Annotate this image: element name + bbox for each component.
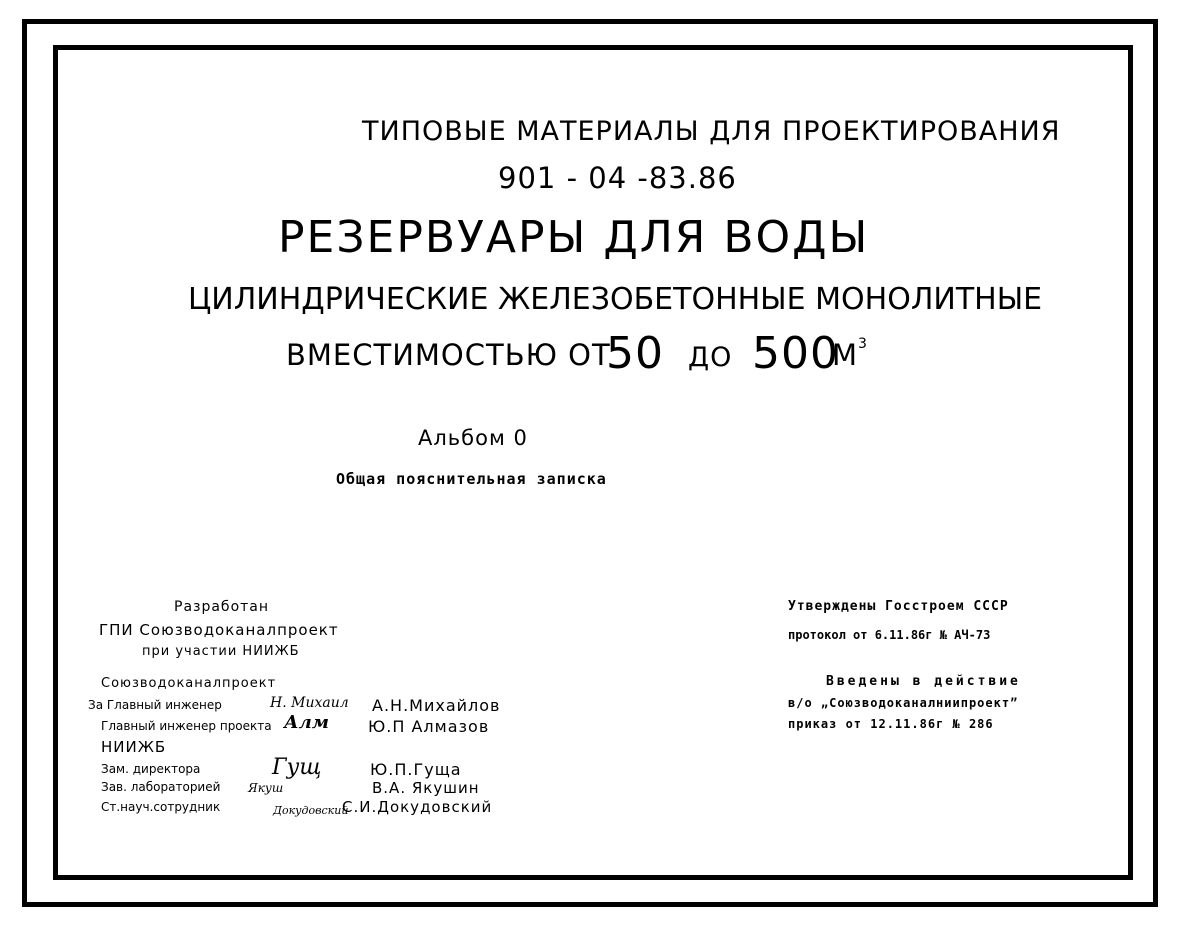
staff-role-5: Ст.науч.сотрудник — [101, 800, 221, 814]
staff-name-2: Ю.П Алмазов — [368, 717, 490, 736]
approval-line3: в/о „Союзводоканалниипроект” — [788, 696, 1019, 710]
staff-name-4: В.А. Якушин — [372, 779, 480, 797]
developed-org2: НИИЖБ — [101, 738, 167, 756]
capacity-unit-text: М — [832, 338, 859, 372]
capacity-mid: ДО — [688, 342, 733, 373]
staff-role-3: Зам. директора — [101, 762, 201, 776]
staff-role-2: Главный инженер проекта — [101, 719, 272, 733]
staff-name-1: А.Н.Михайлов — [372, 696, 501, 715]
staff-role-4: Зав. лабораторией — [101, 780, 221, 794]
staff-name-3: Ю.П.Гуща — [370, 760, 462, 779]
doc-subtitle: ЦИЛИНДРИЧЕСКИЕ ЖЕЛЕЗОБЕТОННЫЕ МОНОЛИТНЫЕ — [188, 282, 1043, 317]
signature-4: Якуш — [248, 781, 284, 795]
capacity-prefix: ВМЕСТИМОСТЬЮ ОТ — [286, 338, 611, 372]
approval-heading: Введены в действие — [826, 674, 1021, 689]
capacity-unit — [832, 338, 868, 372]
approval-line4: приказ от 12.11.86г № 286 — [788, 717, 994, 731]
approval-line2: протокол от 6.11.86г № АЧ-73 — [788, 628, 991, 642]
album-description: Общая пояснительная записка — [336, 470, 607, 488]
developed-org1: ГПИ Союзводоканалпроект — [99, 621, 339, 639]
approval-line1: Утверждены Госстроем СССР — [788, 599, 1009, 614]
developed-org1-short: Союзводоканалпроект — [101, 676, 277, 691]
doc-series-line: ТИПОВЫЕ МАТЕРИАЛЫ ДЛЯ ПРОЕКТИРОВАНИЯ — [362, 116, 1061, 147]
doc-code: 901 - 04 -83.86 — [498, 161, 737, 195]
developed-heading: Разработан — [174, 599, 270, 615]
staff-role-1: За Главный инженер — [88, 698, 222, 712]
capacity-unit-sup: 3 — [858, 336, 868, 352]
album-label: Альбом 0 — [418, 426, 528, 450]
signature-5: Докудовский — [273, 804, 349, 817]
signature-2: Алм — [284, 712, 329, 733]
developed-org1-note: при участии НИИЖБ — [142, 644, 300, 659]
capacity-from: 50 — [606, 328, 664, 379]
capacity-to: 500 — [752, 328, 839, 379]
signature-3: Гущ — [272, 755, 322, 780]
signature-1: Н. Михаил — [270, 695, 349, 711]
staff-name-5: С.И.Докудовский — [342, 798, 493, 816]
doc-title: РЕЗЕРВУАРЫ ДЛЯ ВОДЫ — [278, 212, 870, 263]
